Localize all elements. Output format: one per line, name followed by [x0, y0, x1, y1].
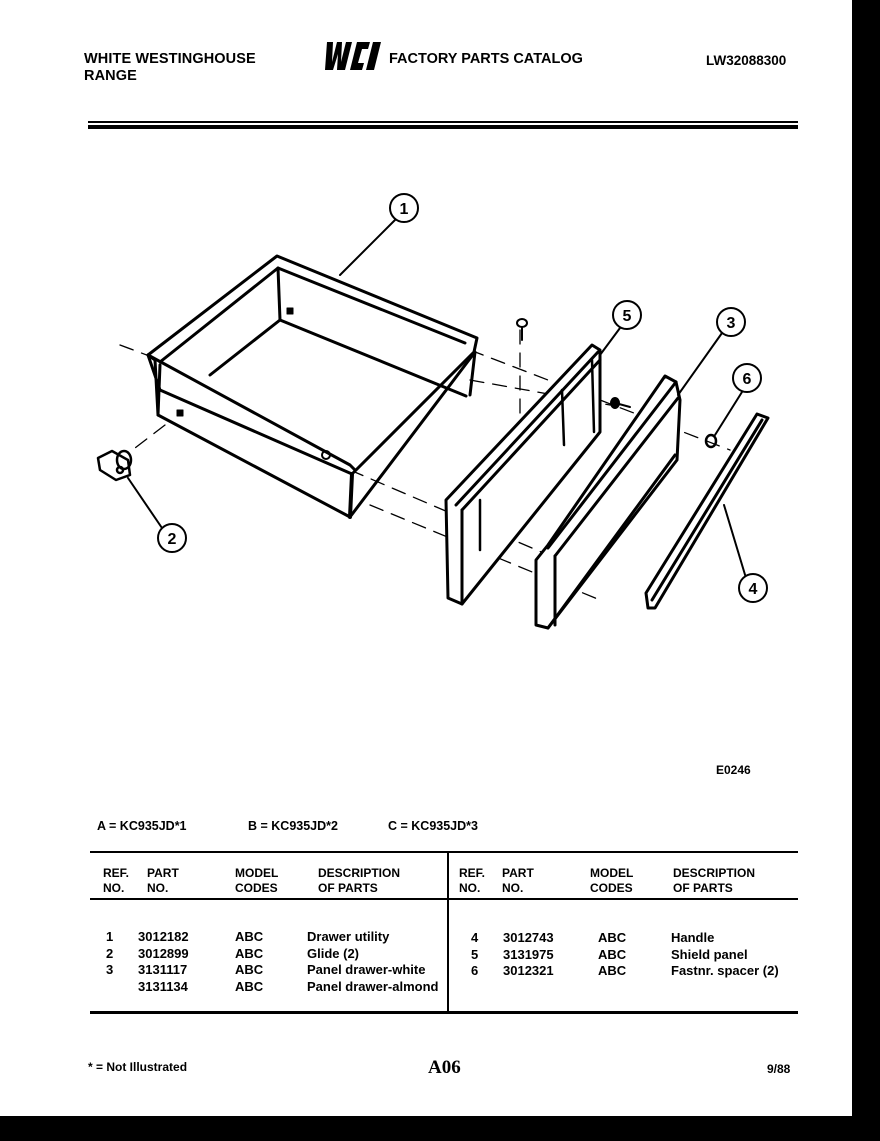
header-part-no: PART NO. [147, 866, 179, 895]
table-cell [106, 979, 113, 996]
table-cell: Handle [671, 930, 715, 945]
col-codes-left [235, 929, 263, 995]
header-model-codes-right: MODEL CODES [590, 866, 634, 895]
table-column-divider [447, 851, 449, 1013]
table-cell: 3012899 [138, 945, 189, 961]
header-rule-thin [88, 121, 798, 123]
table-cell: 3131117 [138, 962, 188, 977]
header-part-no-right: PART NO. [502, 866, 534, 895]
col-desc-left [307, 929, 438, 995]
figure-code: E0246 [716, 763, 751, 777]
svg-text:1: 1 [399, 201, 409, 218]
product-type: RANGE [84, 68, 137, 84]
table-bottom-rule [90, 1011, 798, 1014]
footnote: * = Not Illustrated [88, 1060, 188, 1074]
screw-part [517, 319, 527, 340]
table-cell: ABC [598, 946, 627, 962]
table-cell: 3131134 [138, 978, 188, 994]
header-rule-thick [88, 125, 798, 129]
table-cell: ABC [235, 945, 264, 961]
svg-text:5: 5 [622, 308, 632, 325]
table-cell: 3012182 [138, 929, 189, 944]
svg-text:2: 2 [167, 531, 177, 548]
table-cell: 4 [471, 930, 479, 945]
wci-logo-icon [323, 40, 385, 72]
header-model-codes: MODEL CODES [235, 866, 279, 895]
table-cell: 3012743 [503, 930, 554, 945]
table-cell: Glide (2) [307, 945, 360, 961]
header-description: DESCRIPTION OF PARTS [318, 866, 401, 895]
table-cell: Fastnr. spacer (2) [671, 963, 779, 978]
table-cell: ABC [598, 963, 627, 978]
header-ref-no-right: REF. NO. [459, 866, 486, 895]
glide-part [98, 451, 131, 480]
callout-1 [390, 194, 418, 222]
table-cell: Panel drawer-white [307, 962, 426, 977]
col-ref-right [471, 930, 478, 980]
col-codes-right [598, 930, 626, 980]
table-cell: 1 [106, 929, 114, 944]
callout-5 [613, 301, 641, 329]
svg-text:3: 3 [726, 315, 736, 332]
callout-4 [739, 574, 767, 602]
catalog-title: FACTORY PARTS CATALOG [389, 51, 583, 67]
table-cell: ABC [235, 978, 264, 994]
table-cell: 5 [471, 946, 479, 962]
table-cell: 3131975 [503, 946, 554, 962]
brand-block [84, 51, 256, 85]
catalog-code: LW32088300 [706, 53, 787, 68]
revision-date: 9/88 [767, 1062, 791, 1076]
svg-text:4: 4 [748, 581, 758, 598]
svg-text:6: 6 [742, 371, 752, 388]
table-top-rule [90, 851, 798, 853]
table-cell: Drawer utility [307, 929, 390, 944]
callout-3 [717, 308, 745, 336]
model-code-b: B = KC935JD*2 [248, 819, 338, 833]
col-desc-right [671, 930, 779, 980]
table-header-rule [90, 898, 798, 900]
table-cell: ABC [235, 929, 264, 944]
header-description-right: DESCRIPTION OF PARTS [673, 866, 756, 895]
brand-name: WHITE WESTINGHOUSE [84, 51, 256, 67]
table-cell: 3012321 [503, 963, 554, 978]
col-ref-left [106, 929, 113, 995]
table-cell: ABC [598, 930, 627, 945]
col-part-right [503, 930, 554, 980]
table-cell: Shield panel [671, 946, 748, 962]
table-cell: 2 [106, 945, 114, 961]
table-cell: 6 [471, 963, 479, 978]
col-part-left [138, 929, 189, 995]
callout-6 [733, 364, 761, 392]
callout-2 [158, 524, 186, 552]
header-ref-no: REF. NO. [103, 866, 130, 895]
model-code-c: C = KC935JD*3 [388, 819, 478, 833]
model-code-a: A = KC935JD*1 [97, 819, 187, 833]
exploded-parts-diagram [0, 140, 852, 780]
table-cell: 3 [106, 962, 114, 977]
table-cell: ABC [235, 962, 264, 977]
table-cell: Panel drawer-almond [307, 978, 439, 994]
drawer-utility-part [148, 256, 477, 517]
page-number: A06 [428, 1057, 461, 1078]
